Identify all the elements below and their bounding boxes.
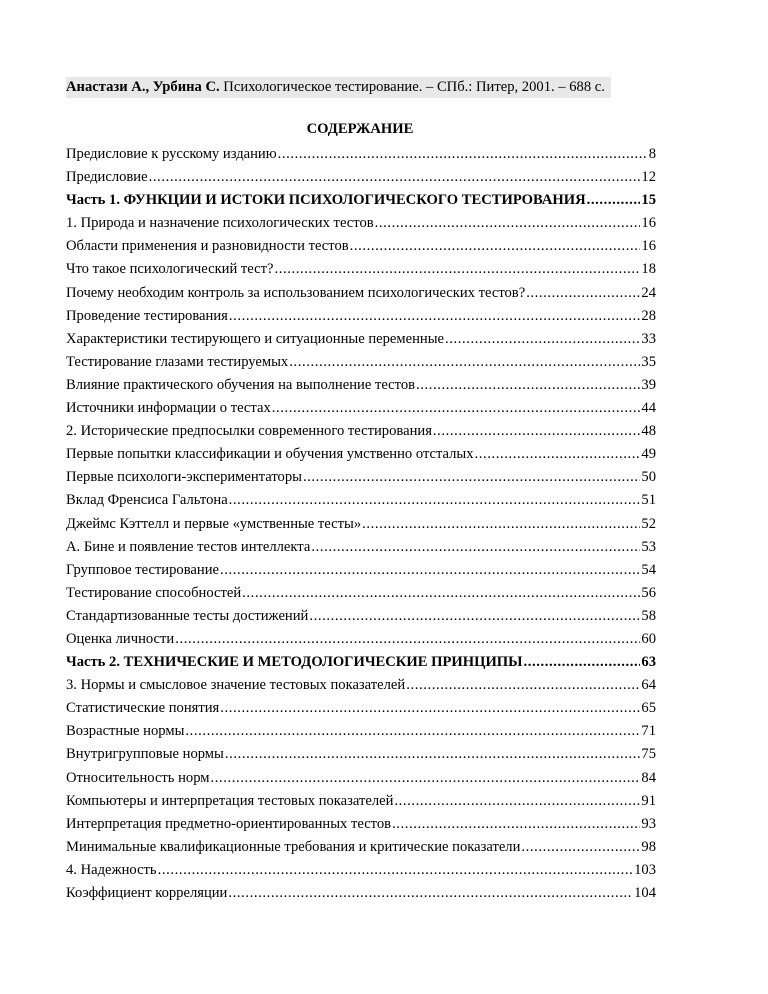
toc-dot-leader [433, 420, 641, 443]
toc-entry-title: Интерпретация предметно-ориентированных тестов [66, 815, 392, 832]
toc-part-entry [66, 651, 656, 674]
toc-entry [66, 351, 656, 374]
toc-entry [66, 559, 656, 582]
toc-entry [66, 536, 656, 559]
toc-dot-leader [289, 351, 640, 374]
toc-entry [66, 397, 656, 420]
toc-entry [66, 166, 656, 189]
toc-entry-title: Часть 2. ТЕХНИЧЕСКИЕ И МЕТОДОЛОГИЧЕСКИЕ ПРИНЦИПЫ [66, 654, 523, 671]
toc-page-number: 91 [641, 792, 656, 809]
toc-page-number: 50 [641, 469, 656, 486]
toc-dot-leader [149, 166, 641, 189]
toc-entry-title: 1. Природа и назначение психологических тестов [66, 215, 374, 232]
citation-authors: Анастази А., Урбина С. [66, 79, 220, 95]
toc-entry [66, 767, 656, 790]
toc-dot-leader [225, 743, 641, 766]
toc-entry-title: А. Бине и появление тестов интеллекта [66, 538, 311, 555]
toc-page-number: 8 [648, 146, 656, 162]
toc-entry-title: Джеймс Кэттелл и первые «умственные тесты» [66, 515, 362, 532]
toc-entry-title: Тестирование глазами тестируемых [66, 353, 289, 370]
toc-page-number: 54 [641, 561, 656, 578]
toc-entry-title: Минимальные квалификационные требования и критические показатели [66, 838, 521, 855]
toc-entry [66, 143, 656, 166]
toc-dot-leader [278, 143, 648, 166]
toc-entry-title: Относительность норм [66, 769, 210, 786]
toc-page-number: 39 [641, 376, 656, 393]
toc-entry [66, 420, 656, 443]
toc-page-number: 18 [641, 261, 656, 278]
toc-dot-leader [220, 697, 640, 720]
toc-page-number: 16 [641, 238, 656, 255]
toc-page-number: 75 [641, 746, 656, 763]
toc-page-number: 44 [641, 400, 656, 417]
toc-entry [66, 697, 656, 720]
toc-dot-leader [406, 674, 640, 697]
toc-entry [66, 489, 656, 512]
toc-page-number: 60 [641, 630, 656, 647]
toc-entry [66, 235, 656, 258]
toc-entry [66, 282, 656, 305]
toc-entry-title: Что такое психологический тест? [66, 261, 274, 278]
toc-entry-title: Возрастные нормы [66, 723, 185, 740]
toc-dot-leader [587, 189, 641, 212]
toc-dot-leader [416, 374, 640, 397]
toc-entry [66, 720, 656, 743]
toc-page-number: 71 [641, 723, 656, 740]
toc-page-number: 35 [641, 353, 656, 370]
toc-page-number: 64 [641, 677, 656, 694]
toc-entry-title: Оценка личности [66, 630, 175, 647]
toc-entry-title: Коэффициент корреляции [66, 885, 228, 901]
toc-dot-leader [392, 813, 640, 836]
toc-entry [66, 582, 656, 605]
toc-entry [66, 790, 656, 813]
toc-page-number: 65 [641, 700, 656, 717]
toc-dot-leader [309, 605, 640, 628]
toc-entry-title: Источники информации о тестах [66, 400, 271, 417]
toc-entry-title: 2. Исторические предпосылки современного тестирования [66, 423, 432, 440]
toc-page-number: 56 [641, 584, 656, 601]
toc-page-number: 49 [641, 446, 656, 463]
toc-entry-title: Предисловие к русскому изданию [66, 146, 277, 162]
toc-dot-leader [185, 720, 640, 743]
toc-entry-title: 3. Нормы и смысловое значение тестовых показателей [66, 677, 406, 694]
toc-entry [66, 305, 656, 328]
toc-dot-leader [350, 235, 641, 258]
toc-page-number: 58 [641, 607, 656, 624]
toc-page-number: 98 [641, 838, 656, 855]
toc-dot-leader [303, 466, 640, 489]
toc-entry [66, 328, 656, 351]
toc-entry-title: Области применения и разновидности тестов [66, 238, 349, 255]
toc-entry-title: Компьютеры и интерпретация тестовых показателей [66, 792, 394, 809]
toc-dot-leader [375, 212, 641, 235]
toc-page-number: 24 [641, 284, 656, 301]
toc-entry-title: 4. Надежность [66, 861, 157, 878]
toc-page-number: 28 [641, 307, 656, 324]
toc-dot-leader [445, 328, 640, 351]
toc-entry [66, 882, 656, 905]
toc-entry-title: Первые попытки классификации и обучения умственно отсталых [66, 446, 474, 463]
toc-page-number: 84 [641, 769, 656, 786]
toc-page-number: 16 [641, 215, 656, 232]
table-of-contents [66, 143, 656, 905]
toc-page-number: 51 [641, 492, 656, 509]
toc-entry [66, 466, 656, 489]
toc-dot-leader [523, 651, 640, 674]
toc-page-number: 63 [641, 654, 656, 671]
toc-entry [66, 859, 656, 882]
toc-entry [66, 212, 656, 235]
toc-entry-title: Стандартизованные тесты достижений [66, 607, 309, 624]
toc-page-number: 103 [634, 861, 656, 878]
toc-page-number: 52 [641, 515, 656, 532]
toc-entry-title: Часть 1. ФУНКЦИИ И ИСТОКИ ПСИХОЛОГИЧЕСКОГО ТЕСТИРОВАНИЯ [66, 192, 586, 209]
toc-page-number: 104 [634, 885, 656, 901]
toc-dot-leader [394, 790, 640, 813]
toc-page-number: 33 [641, 330, 656, 347]
toc-dot-leader [272, 397, 641, 420]
toc-entry [66, 813, 656, 836]
toc-dot-leader [362, 513, 640, 536]
toc-entry-title: Первые психологи-экспериментаторы [66, 469, 302, 486]
toc-dot-leader [475, 443, 641, 466]
toc-dot-leader [211, 767, 641, 790]
toc-dot-leader [521, 836, 640, 859]
toc-dot-leader [229, 489, 641, 512]
toc-entry-title: Проведение тестирования [66, 307, 228, 324]
toc-entry-title: Влияние практического обучения на выполнение тестов [66, 376, 416, 393]
toc-dot-leader [242, 582, 640, 605]
toc-entry [66, 513, 656, 536]
toc-entry-title: Групповое тестирование [66, 561, 219, 578]
toc-entry [66, 374, 656, 397]
toc-entry [66, 605, 656, 628]
toc-heading: СОДЕРЖАНИЕ [306, 121, 414, 137]
toc-dot-leader [526, 282, 640, 305]
toc-entry-title: Статистические понятия [66, 700, 220, 717]
toc-dot-leader [228, 882, 633, 905]
toc-dot-leader [175, 628, 640, 651]
toc-page-number: 48 [641, 423, 656, 440]
toc-entry [66, 743, 656, 766]
toc-entry [66, 443, 656, 466]
toc-page-number: 93 [641, 815, 656, 832]
toc-dot-leader [311, 536, 640, 559]
toc-entry-title: Внутригрупповые нормы [66, 746, 224, 763]
citation-line [66, 77, 611, 98]
toc-entry [66, 628, 656, 651]
toc-page-number: 53 [641, 538, 656, 555]
toc-entry-title: Вклад Френсиса Гальтона [66, 492, 228, 509]
toc-page-number: 12 [641, 169, 656, 186]
toc-entry [66, 258, 656, 281]
toc-entry [66, 674, 656, 697]
toc-dot-leader [229, 305, 641, 328]
toc-page-number: 15 [641, 192, 656, 209]
toc-dot-leader [158, 859, 634, 882]
toc-entry-title: Тестирование способностей [66, 584, 242, 601]
toc-entry-title: Предисловие [66, 169, 148, 186]
toc-dot-leader [220, 559, 640, 582]
toc-entry-title: Почему необходим контроль за использованием психологических тестов? [66, 284, 526, 301]
toc-part-entry [66, 189, 656, 212]
toc-dot-leader [274, 258, 640, 281]
toc-entry [66, 836, 656, 859]
toc-entry-title: Характеристики тестирующего и ситуационные переменные [66, 330, 444, 347]
citation-rest: Психологическое тестирование. – СПб.: Питер, 2001. – 688 с. [219, 79, 605, 95]
